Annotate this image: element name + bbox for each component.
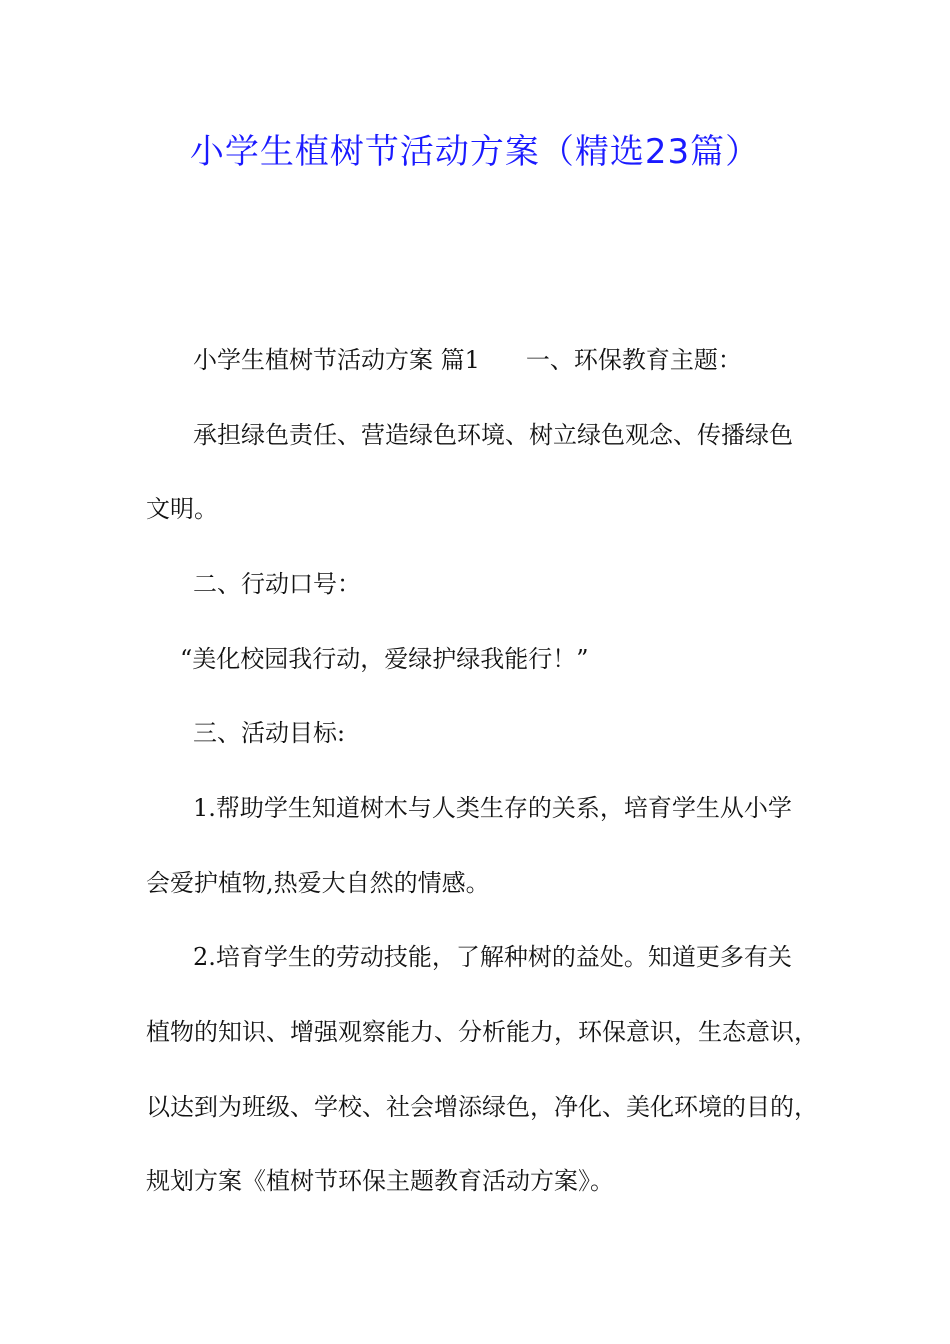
paragraph-line: 以达到为班级、学校、社会增添绿色，净化、美化环境的目的，	[146, 1093, 818, 1121]
section-1-heading: 一、环保教育主题：	[525, 346, 742, 374]
paragraph-line: 植物的知识、增强观察能力、分析能力，环保意识，生态意识，	[146, 1018, 818, 1046]
section-2-heading: 二、行动口号：	[193, 570, 361, 598]
paragraph-line: 承担绿色责任、营造绿色环境、树立绿色观念、传播绿色	[193, 421, 793, 449]
article-label: 小学生植树节活动方案 篇1	[193, 346, 480, 374]
paragraph-line: 2.培育学生的劳动技能，了解种树的益处。知道更多有关	[193, 943, 792, 971]
section-3-heading: 三、活动目标:	[193, 719, 346, 747]
paragraph-line: 1.帮助学生知道树木与人类生存的关系，培育学生从小学	[193, 794, 792, 822]
slogan-text: “美化校园我行动，爱绿护绿我能行！”	[180, 645, 589, 673]
section-heading-line	[193, 343, 873, 377]
paragraph-line: 文明。	[146, 495, 218, 523]
document-title: 小学生植树节活动方案（精选23篇）	[189, 132, 761, 172]
paragraph-line: 规划方案《植树节环保主题教育活动方案》。	[146, 1167, 614, 1195]
paragraph-line: 会爱护植物,热爱大自然的情感。	[146, 869, 490, 897]
